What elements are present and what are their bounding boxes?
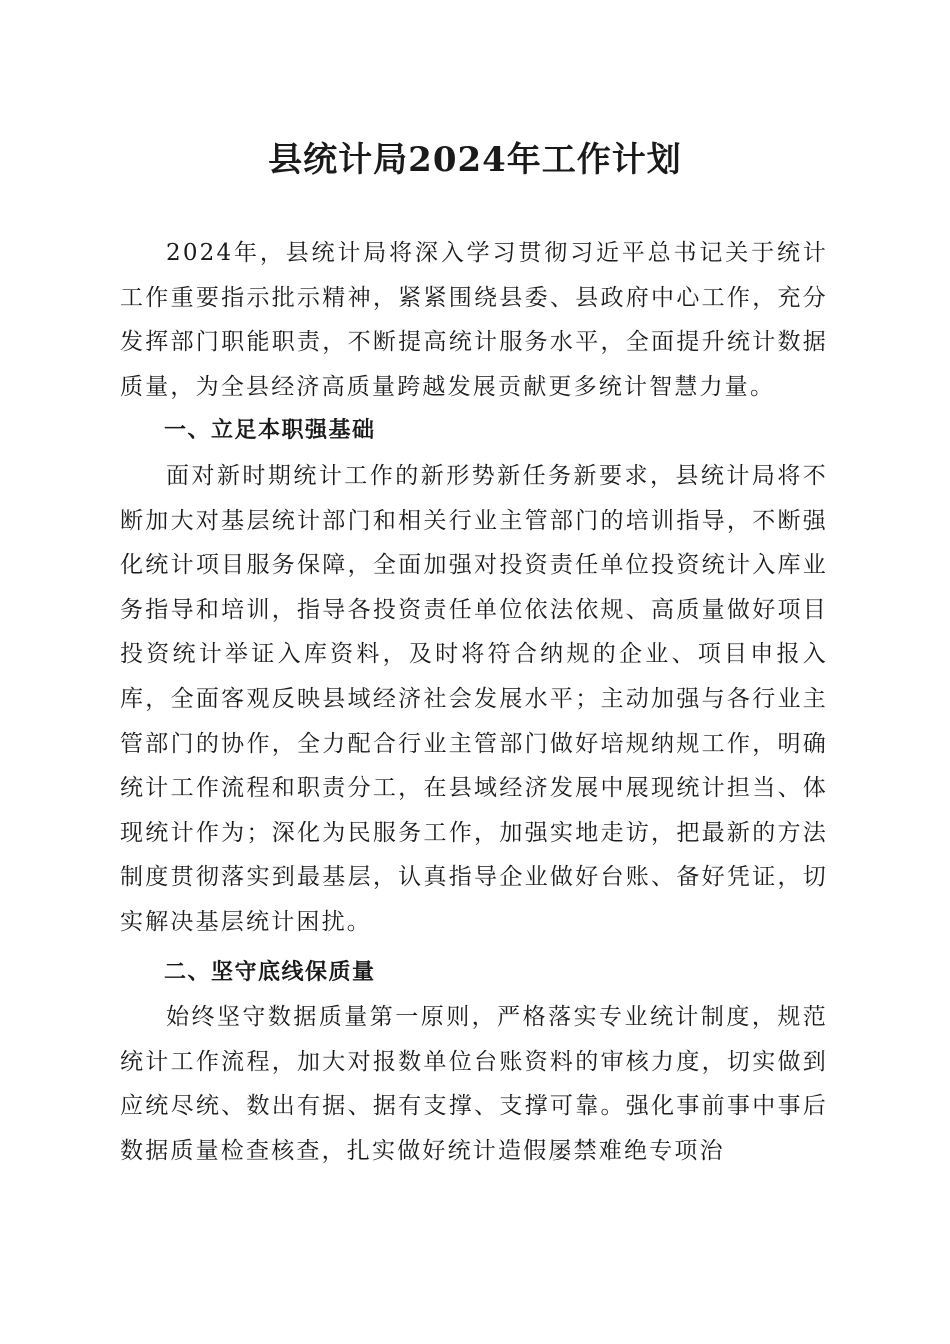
section-1-heading: 一、立足本职强基础 — [164, 418, 376, 444]
section-2-heading: 二、坚守底线保质量 — [164, 959, 376, 985]
document-body — [120, 231, 828, 1173]
section-2-paragraph: 始终坚守数据质量第一原则，严格落实专业统计制度，规范统计工作流程，加大对报数单位台账资料的审核力度，切实做到应统尽统、数出有据、据有支撑、支撑可靠。强化事前事中事后数据质量检查核查，扎实做好统计造假屡禁难绝专项治 — [120, 1004, 828, 1164]
document-title: 县统计局2024年工作计划 — [268, 140, 682, 180]
intro-paragraph: 2024年，县统计局将深入学习贯彻习近平总书记关于统计工作重要指示批示精神，紧紧围绕县委、县政府中心工作，充分发挥部门职能职责，不断提高统计服务水平，全面提升统计数据质量，为全县经济高质量跨越发展贡献更多统计智慧力量。 — [120, 240, 828, 400]
section-1-paragraph: 面对新时期统计工作的新形势新任务新要求，县统计局将不断加大对基层统计部门和相关行业主管部门的培训指导，不断强化统计项目服务保障，全面加强对投资责任单位投资统计入库业务指导和培训，指导各投资责任单位依法依规、高质量做好项目投资统计举证入库资料，及时将符合纳规的企业、项目申报入库，全面客观反映县域经济社会发展水平；主动加强与各行业主管部门的协作，全力配合行业主管部门做好培规纳规工作，明确统计工作流程和职责分工，在县域经济发展中展现统计担当、体现统计作为；深化为民服务工作，加强实地走访，把最新的方法制度贯彻落实到最基层，认真指导企业做好台账、备好凭证，切实解决基层统计困扰。 — [120, 462, 828, 935]
